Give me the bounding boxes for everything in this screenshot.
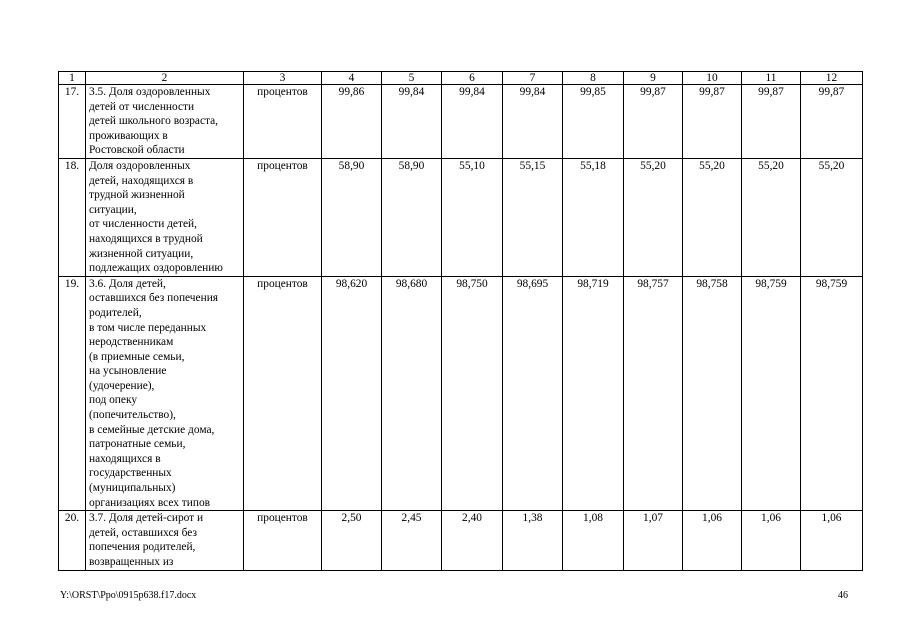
indicator-table [58,71,863,571]
indicator-name-cell: 3.5. Доля оздоровленных детей от численности детей школьного возраста, проживающих в Ростовской области [86,85,244,159]
unit-cell: процентов [244,158,322,276]
value-cell: 98,620 [322,276,382,511]
indicator-name-cell: Доля оздоровленных детей, находящихся в трудной жизненной ситуации, от численности детей, находящихся в трудной жизненной ситуации, подлежащих оздоровлению [86,158,244,276]
value-cell: 98,680 [382,276,442,511]
unit-cell: процентов [244,276,322,511]
value-cell: 99,85 [563,85,624,159]
value-cell: 2,50 [322,511,382,570]
value-cell: 2,40 [442,511,503,570]
row-number-cell: 17. [59,85,86,159]
column-header: 2 [86,72,244,85]
table-row [59,85,863,159]
value-cell: 98,759 [742,276,801,511]
value-cell: 55,10 [442,158,503,276]
value-cell: 58,90 [382,158,442,276]
value-cell: 98,750 [442,276,503,511]
page-number: 46 [838,590,848,601]
column-header: 9 [624,72,683,85]
column-header: 12 [801,72,863,85]
column-header: 3 [244,72,322,85]
value-cell: 1,06 [683,511,742,570]
value-cell: 55,20 [624,158,683,276]
value-cell: 99,87 [801,85,863,159]
value-cell: 2,45 [382,511,442,570]
table-row [59,276,863,511]
document-file-path: Y:\ORST\Ppo\0915p638.f17.docx [60,590,197,601]
value-cell: 99,84 [382,85,442,159]
value-cell: 1,06 [742,511,801,570]
value-cell: 99,86 [322,85,382,159]
value-cell: 99,87 [624,85,683,159]
value-cell: 1,07 [624,511,683,570]
value-cell: 55,15 [503,158,563,276]
value-cell: 1,08 [563,511,624,570]
table-row [59,158,863,276]
column-header: 11 [742,72,801,85]
unit-cell: процентов [244,511,322,570]
row-number-cell: 20. [59,511,86,570]
row-number-cell: 18. [59,158,86,276]
value-cell: 98,759 [801,276,863,511]
column-header: 1 [59,72,86,85]
value-cell: 99,84 [442,85,503,159]
column-header: 5 [382,72,442,85]
indicator-name-cell: 3.6. Доля детей, оставшихся без попечения родителей, в том числе переданных неродственникам (в приемные семьи, на усыновление (удочерение), под опеку (попечительство), в семейные детские дома, патронатные семьи, находящихся в государственных (муниципальных) организациях всех типов [86,276,244,511]
indicator-name-cell: 3.7. Доля детей-сирот и детей, оставшихся без попечения родителей, возвращенных из [86,511,244,570]
column-number-header-row [59,72,863,85]
value-cell: 99,87 [683,85,742,159]
value-cell: 1,06 [801,511,863,570]
value-cell: 98,757 [624,276,683,511]
value-cell: 55,18 [563,158,624,276]
table-row [59,511,863,570]
value-cell: 55,20 [801,158,863,276]
value-cell: 98,758 [683,276,742,511]
column-header: 7 [503,72,563,85]
value-cell: 1,38 [503,511,563,570]
value-cell: 98,695 [503,276,563,511]
column-header: 4 [322,72,382,85]
column-header: 10 [683,72,742,85]
column-header: 8 [563,72,624,85]
table-body [59,85,863,571]
row-number-cell: 19. [59,276,86,511]
value-cell: 55,20 [742,158,801,276]
value-cell: 99,87 [742,85,801,159]
value-cell: 98,719 [563,276,624,511]
value-cell: 55,20 [683,158,742,276]
value-cell: 58,90 [322,158,382,276]
unit-cell: процентов [244,85,322,159]
column-header: 6 [442,72,503,85]
value-cell: 99,84 [503,85,563,159]
